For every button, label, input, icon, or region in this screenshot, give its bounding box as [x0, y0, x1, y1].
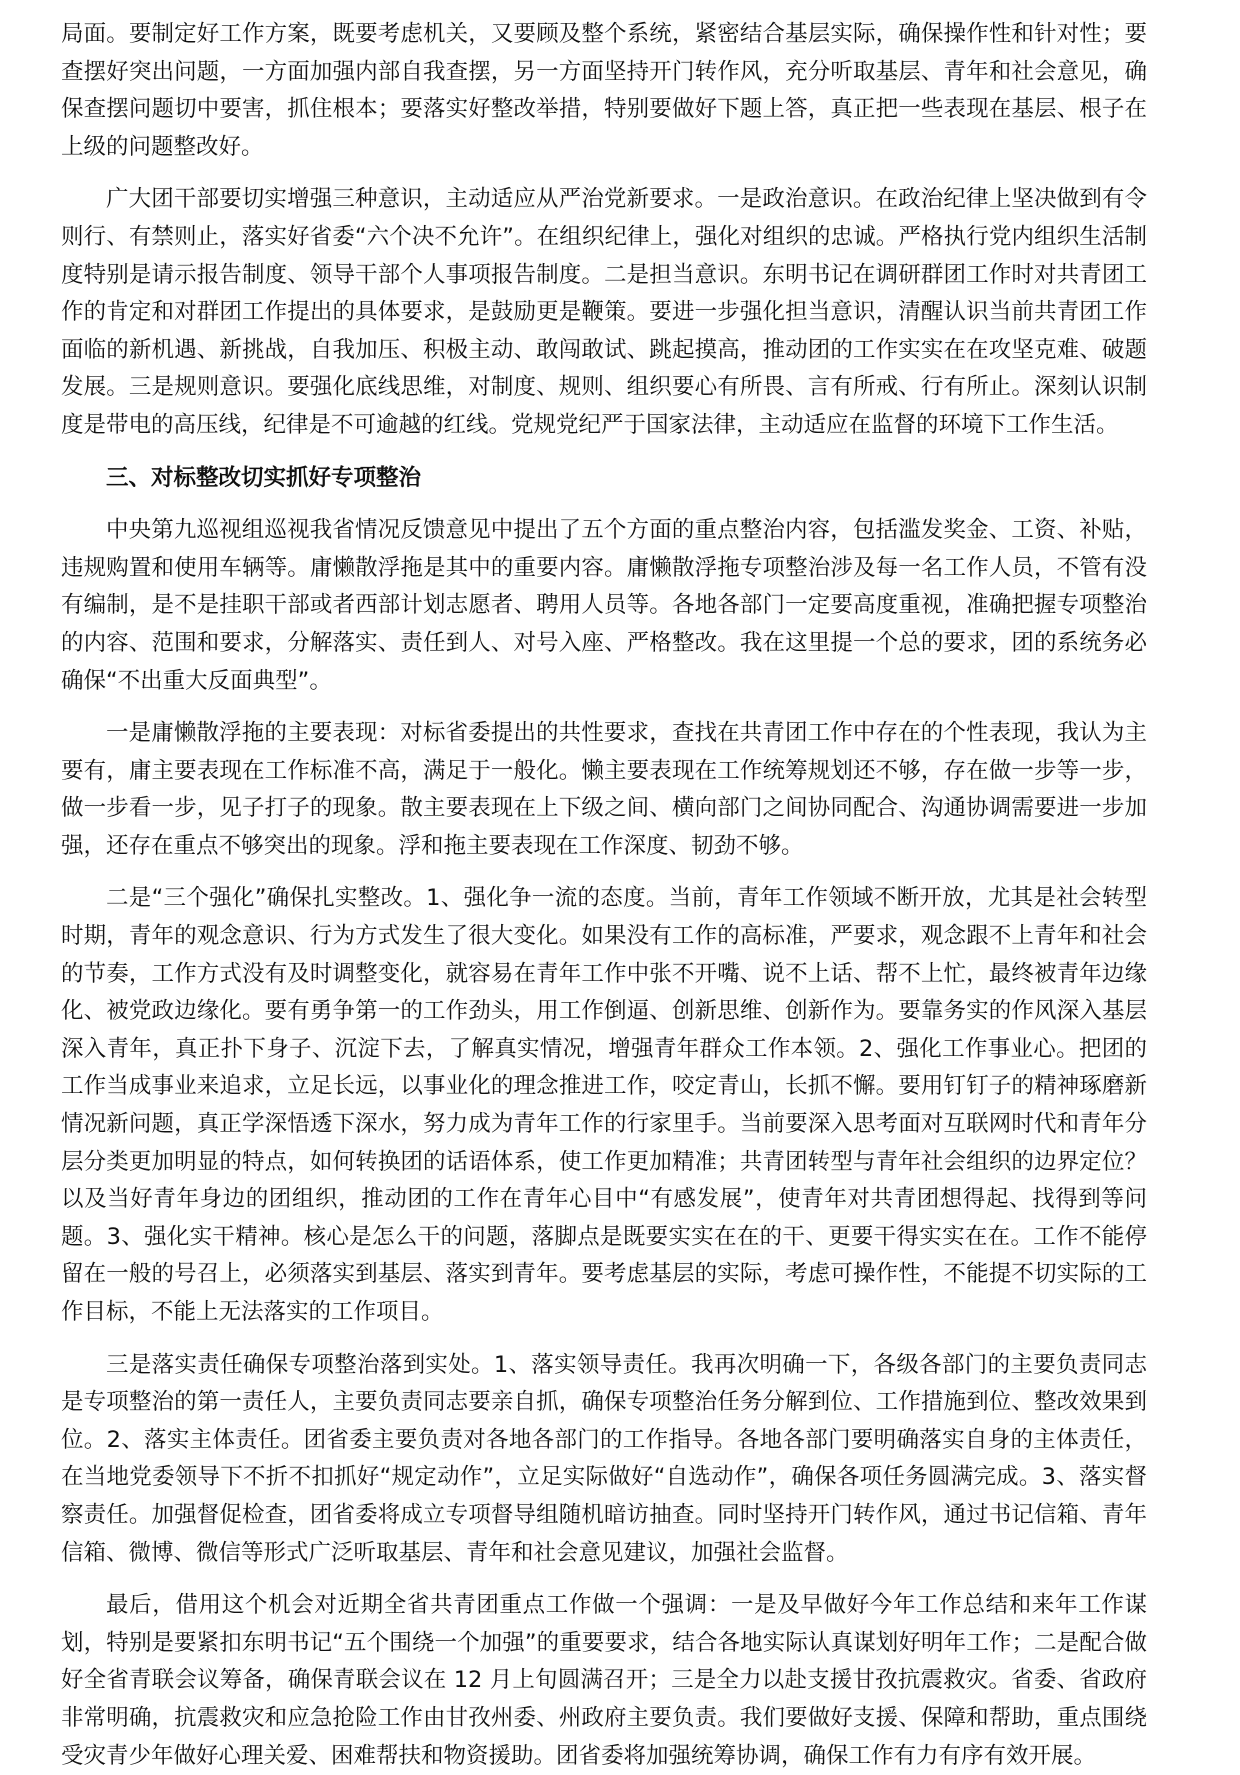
paragraph-three-strengthen: 二是“三个强化”确保扎实整改。1、强化争一流的态度。当前，青年工作领域不断开放，尤其是社会转型时期，青年的观念意识、行为方式发生了很大变化。如果没有工作的高标准，严要求，观念跟不上青年和社会的节奏，工作方式没有及时调整变化，就容易在青年工作中张不开嘴、说不上话、帮不上忙，最终被青年边缘化、被党政边缘化。要有勇争第一的工作劲头，用工作倒逼、创新思维、创新作为。要靠务实的作风深入基层深入青年，真正扑下身子、沉淀下去，了解真实情况，增强青年群众工作本领。2、强化工作事业心。把团的工作当成事业来追求，立足长远，以事业化的理念推进工作，咬定青山，长抓不懈。要用钉钉子的精神琢磨新情况新问题，真正学深悟透下深水，努力成为青年工作的行家里手。当前要深入思考面对互联网时代和青年分层分类更加明显的特点，如何转换团的话语体系，使工作更加精准；共青团转型与青年社会组织的边界定位？以及当好青年身边的团组织，推动团的工作在青年心目中“有感发展”，使青年对共青团想得起、找得到等问题。3、强化实干精神。核心是怎么干的问题，落脚点是既要实实在在的干、更要干得实实在在。工作不能停留在一般的号召上，必须落实到基层、落实到青年。要考虑基层的实际，考虑可操作性，不能提不切实际的工作目标，不能上无法落实的工作项目。	[61, 885, 1147, 1325]
paragraph-inspection-feedback: 中央第九巡视组巡视我省情况反馈意见中提出了五个方面的重点整治内容，包括滥发奖金、工资、补贴，违规购置和使用车辆等。庸懒散浮拖是其中的重要内容。庸懒散浮拖专项整治涉及每一名工作人员，不管有没有编制，是不是挂职干部或者西部计划志愿者、聘用人员等。各地各部门一定要高度重视，准确把握专项整治的内容、范围和要求，分解落实、责任到人、对号入座、严格整改。我在这里提一个总的要求，团的系统务必确保“不出重大反面典型”。	[61, 517, 1147, 694]
paragraph-final-emphasis: 最后，借用这个机会对近期全省共青团重点工作做一个强调：一是及早做好今年工作总结和来年工作谋划，特别是要紧扣东明书记“五个围绕一个加强”的重要要求，结合各地实际认真谋划好明年工作；二是配合做好全省青联会议筹备，确保青联会议在 12 月上旬圆满召开；三是全力以赴支援甘孜抗震救灾。省委、省政府非常明确，抗震救灾和应急抢险工作由甘孜州委、州政府主要负责。我们要做好支援、保障和帮助，重点围绕受灾青少年做好心理关爱、困难帮扶和物资援助。团省委将加强统筹协调，确保工作有力有序有效开展。	[61, 1592, 1147, 1769]
paragraph-implement-responsibility: 三是落实责任确保专项整治落到实处。1、落实领导责任。我再次明确一下，各级各部门的主要负责同志是专项整治的第一责任人，主要负责同志要亲自抓，确保专项整治任务分解到位、工作措施到位、整改效果到位。2、落实主体责任。团省委主要负责对各地各部门的工作指导。各地各部门要明确落实自身的主体责任，在当地党委领导下不折不扣抓好“规定动作”，立足实际做好“自选动作”，确保各项任务圆满完成。3、落实督察责任。加强督促检查，团省委将成立专项督导组随机暗访抽查。同时坚持开门转作风，通过书记信箱、青年信箱、微博、微信等形式广泛听取基层、青年和社会意见建议，加强社会监督。	[61, 1351, 1147, 1566]
paragraph-three-awareness: 广大团干部要切实增强三种意识，主动适应从严治党新要求。一是政治意识。在政治纪律上坚决做到有令则行、有禁则止，落实好省委“六个决不允许”。在组织纪律上，强化对组织的忠诚。严格执行党内组织生活制度特别是请示报告制度、领导干部个人事项报告制度。二是担当意识。东明书记在调研群团工作时对共青团工作的肯定和对群团工作提出的具体要求，是鼓励更是鞭策。要进一步强化担当意识，清醒认识当前共青团工作面临的新机遇、新挑战，自我加压、积极主动、敢闯敢试、跳起摸高，推动团的工作实实在在攻坚克难、破题发展。三是规则意识。要强化底线思维，对制度、规则、组织要心有所畏、言有所戒、行有所止。深刻认识制度是带电的高压线，纪律是不可逾越的红线。党规党纪严于国家法律，主动适应在监督的环境下工作生活。	[61, 186, 1147, 438]
paragraph-main-manifestations: 一是庸懒散浮拖的主要表现：对标省委提出的共性要求，查找在共青团工作中存在的个性表现，我认为主要有，庸主要表现在工作标准不高，满足于一般化。懒主要表现在工作统筹规划还不够，存在做一步等一步，做一步看一步，见子打子的现象。散主要表现在上下级之间、横向部门之间协同配合、沟通协调需要进一步加强，还存在重点不够突出的现象。浮和拖主要表现在工作深度、韧劲不够。	[61, 720, 1147, 859]
paragraph-continued-opening: 局面。要制定好工作方案，既要考虑机关，又要顾及整个系统，紧密结合基层实际，确保操作性和针对性；要查摆好突出问题，一方面加强内部自我查摆，另一方面坚持开门转作风，充分听取基层、青年和社会意见，确保查摆问题切中要害，抓住根本；要落实好整改举措，特别要做好下题上答，真正把一些表现在基层、根子在上级的问题整改好。	[61, 21, 1147, 160]
section-heading-three: 三、对标整改切实抓好专项整治	[106, 464, 422, 491]
